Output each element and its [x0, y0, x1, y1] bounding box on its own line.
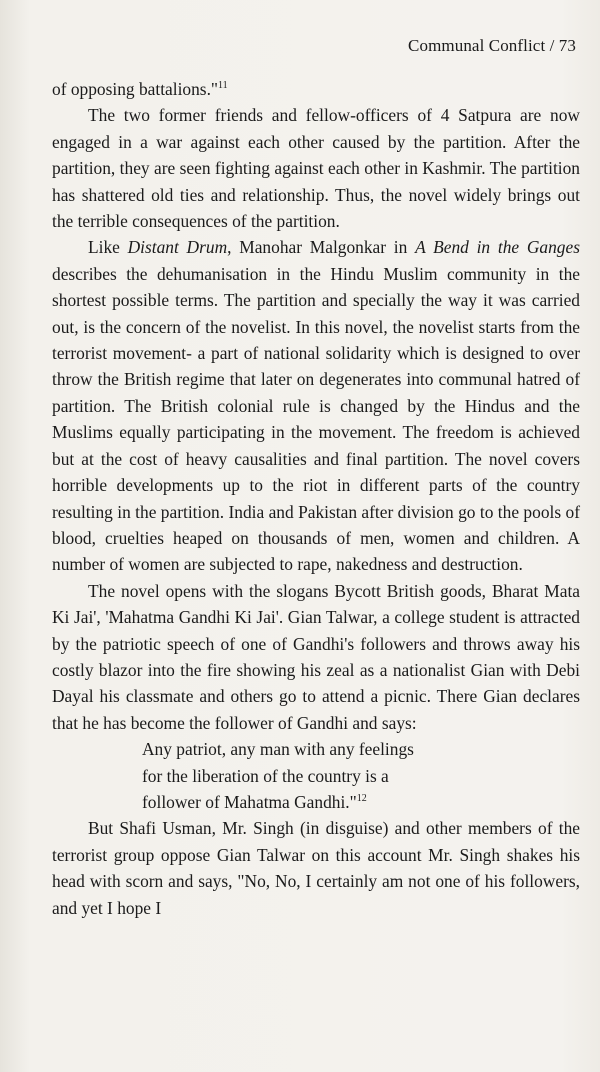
paragraph: The two former friends and fellow-officers of 4 Satpura are now engaged in a war against each other caused by the partition. After the partition, they are seen fighting against each other in Kashmir. The partition has shattered old ties and relationship. Thus, the novel widely brings out the terrible consequences of the partition.: [52, 105, 580, 232]
block-quote: [142, 736, 502, 815]
running-header: Communal Conflict / 73: [408, 36, 576, 55]
body-text: [52, 76, 580, 921]
paragraph-continuation: [52, 76, 580, 102]
quote-line: for the liberation of the country is a: [142, 765, 389, 786]
paragraph-text: describes the dehumanisation in the Hindu Muslim community in the shortest possible terms. The partition and specially the way it was carried out, is the concern of the novelist. In this novel, the novelist starts from the terrorist movement- a part of national solidarity which is designed to over throw the British regime that later on degenerates into communal hatred of partition. The British colonial rule is changed by the Hindus and the Muslims equally participating in the movement. The freedom is achieved but at the cost of heavy causalities and final partition. The novel covers horrible developments up to the riot in different parts of the country resulting in the partition. India and Pakistan after division go to the pools of blood, cruelties heaped on thousands of men, women and children. A number of women are subjected to rape, nakedness and destruction.: [52, 263, 580, 575]
quote-line: Any patriot, any man with any feelings: [142, 739, 414, 760]
quote-line: [142, 789, 502, 815]
paragraph-text: of opposing battalions.": [52, 79, 219, 99]
paragraph-text: , Manohar Malgonkar in: [227, 237, 416, 258]
quote-text: follower of Mahatma Gandhi.": [142, 791, 357, 812]
footnote-ref: 11: [218, 80, 228, 91]
footnote-ref: 12: [356, 792, 367, 804]
book-title: A Bend in the Ganges: [415, 237, 580, 258]
book-title: Distant Drum: [127, 237, 228, 258]
paragraph: But Shafi Usman, Mr. Singh (in disguise) and other members of the terrorist group oppose Gian Talwar on this account Mr. Singh shakes his head with scorn and says, "No, No, I certainly am not one of his followers, and yet I hope I: [52, 818, 580, 918]
paragraph: The novel opens with the slogans Bycott British goods, Bharat Mata Ki Jai', 'Mahatma Gandhi Ki Jai'. Gian Talwar, a college student is attracted by the patriotic speech of one of Gandhi's followers and throws away his costly blazor into the fire showing his zeal as a nationalist Gian with Debi Dayal his classmate and others go to attend a picnic. There Gian declares that he has become the follower of Gandhi and says:: [52, 580, 580, 733]
paragraph: [52, 234, 580, 577]
paragraph-text: Like: [88, 237, 128, 258]
